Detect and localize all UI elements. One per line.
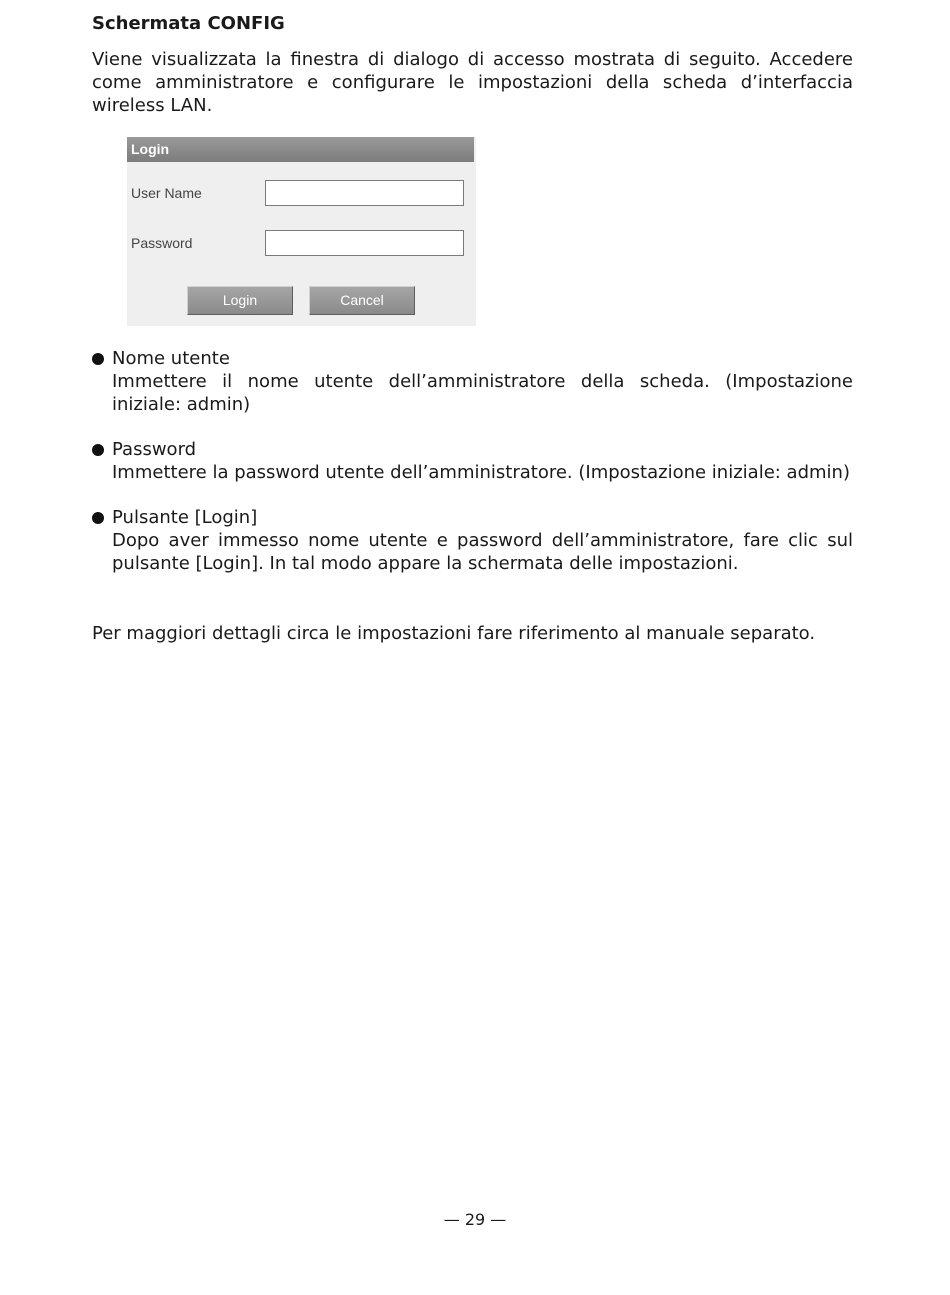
list-item-body: Immettere la password utente dell’amministratore. (Impostazione iniziale: admin) — [112, 462, 850, 483]
list-item — [92, 506, 853, 575]
page-number: — 29 — — [443, 1210, 507, 1229]
password-label: Password — [131, 235, 193, 251]
intro-paragraph: Viene visualizzata la finestra di dialogo di accesso mostrata di seguito. Accedere come amministratore e configurare le impostazioni della scheda d’interfaccia wireless LAN. — [92, 49, 853, 116]
cancel-button[interactable]: Cancel — [309, 286, 415, 315]
login-button[interactable]: Login — [187, 286, 293, 315]
section-heading: Schermata CONFIG — [92, 13, 285, 34]
list-item-title: Password — [112, 439, 197, 460]
list-item-body: Immettere il nome utente dell’amministratore della scheda. (Impostazione iniziale: admin) — [112, 371, 853, 415]
list-item — [92, 347, 853, 416]
login-dialog — [127, 137, 476, 326]
document-page — [92, 12, 853, 644]
username-label: User Name — [131, 185, 202, 201]
username-input[interactable] — [265, 180, 464, 206]
list-item — [92, 438, 853, 484]
closing-paragraph: Per maggiori dettagli circa le impostazioni fare riferimento al manuale separato. — [92, 623, 816, 644]
list-item-title: Nome utente — [112, 348, 230, 369]
login-dialog-title: Login — [127, 137, 474, 162]
list-item-body: Dopo aver immesso nome utente e password dell’amministratore, fare clic sul pulsante [Login]. In tal modo appare la schermata delle impostazioni. — [112, 530, 853, 574]
bullet-icon — [92, 512, 104, 524]
list-item-title: Pulsante [Login] — [112, 507, 258, 528]
settings-list — [92, 347, 853, 597]
password-input[interactable] — [265, 230, 464, 256]
bullet-icon — [92, 353, 104, 365]
bullet-icon — [92, 444, 104, 456]
